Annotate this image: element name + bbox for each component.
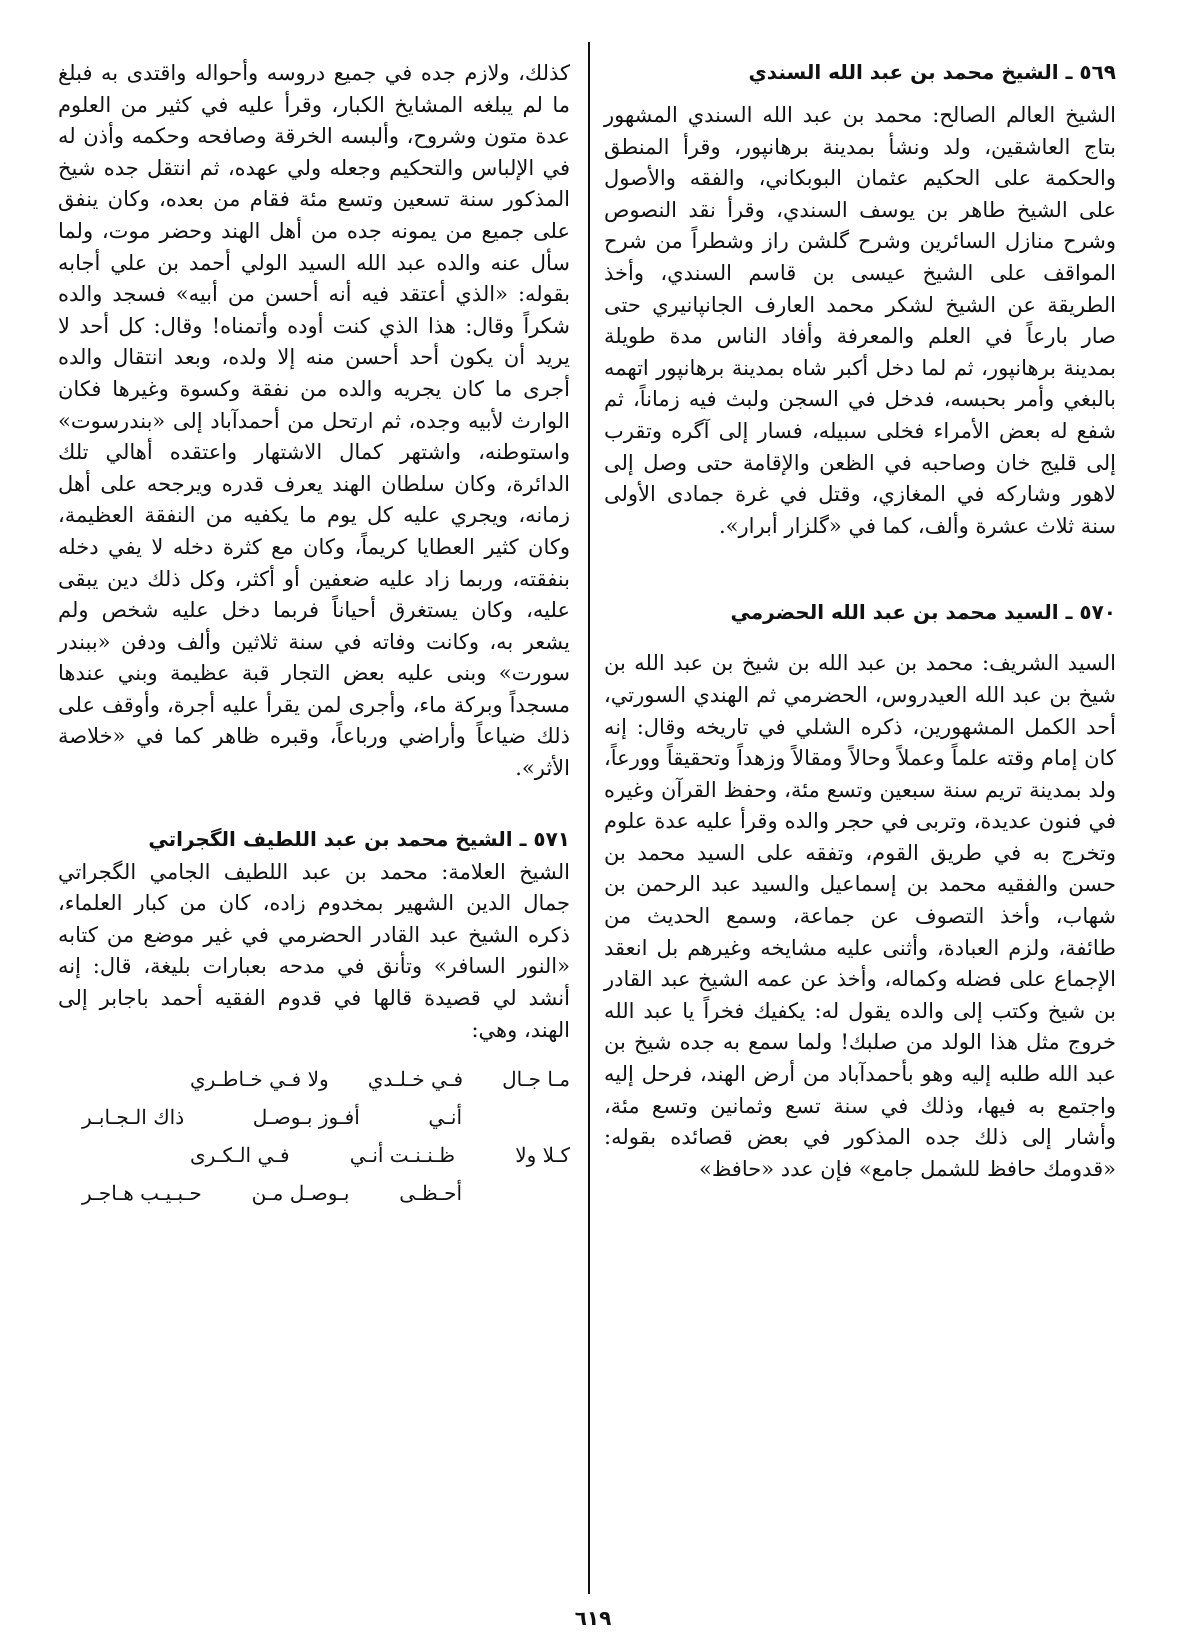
right-column: [604, 58, 1116, 1185]
verse-word: ولا فـي خـاطـري: [190, 1067, 329, 1092]
entry-571-text: الشيخ العلامة: محمد بن عبد اللطيف الجامي الگجراتي جمال الدين الشهير بمخدوم زاده، كان من كبار العلماء، ذكره الشيخ عبد القادر الحضرمي في غير موضع من كتابه «النور السافر» وتأنق في مدحه بعبارات بليغة، قال: إنه أنشد لي قصيدة قالها في قدوم الفقيه أحمد باجابر إلى الهند، وهي:: [58, 859, 570, 1042]
verse-word: ذاك الـجـابـر: [82, 1105, 185, 1130]
verse-word: أنـي: [428, 1105, 462, 1130]
verse-word: حـبـيـب هـاجـر: [82, 1181, 202, 1206]
verse-word: فـي الـكـرى: [190, 1143, 290, 1168]
verse-word: أحـظـى: [399, 1181, 462, 1206]
entry-570-heading: ٥٧٠ ـ السيد محمد بن عبد الله الحضرمي: [730, 600, 1116, 625]
verse-word: بـوصـل مـن: [251, 1181, 350, 1206]
entry-569-text: الشيخ العالم الصالح: محمد بن عبد الله السندي المشهور بتاج العاشقين، ولد ونشأ بمدينة برهانپور، وقرأ المنطق والحكمة على الحكيم عثمان البوبكاني، والفقه والأصول على الشيخ طاهر بن يوسف السندي، وقرأ نقد النصوص وشرح منازل السائرين وشرح گلشن راز وشطراً من شرح المواقف على الشيخ عيسى بن قاسم السندي، وأخذ الطريقة عن الشيخ لشكر محمد العارف الجانپانيري حتى صار بارعاً في العلم والمعرفة وأفاد الناس مدة طويلة بمدينة برهانپور، ثم لما دخل أكبر شاه بمدينة برهانپور اتهمه بالبغي وأمر بحبسه، فدخل في السجن ولبث فيه زماناً، ثم شفع له بعض الأمراء فخلى سبيله، فسار إلى آگره وتقرب إلى قليج خان وصاحبه في الظعن والإقامة حتى وصل إلى لاهور وشاركه في المغازي، وقتل في غرة جمادى الأولى سنة ثلاث عشرة وألف، كما في «گلزار أبرار».: [604, 103, 1116, 538]
verse-word: كـلا ولا: [515, 1143, 570, 1168]
entry-570-continued-text: كذلك، ولازم جده في جميع دروسه وأحواله واقتدى به فبلغ ما لم يبلغه المشايخ الكبار، وقرأ عليه في كثير من العلوم عدة متون وشروح، وألبسه الخرقة وصافحه وحكمه وأذن له في الإلباس والتحكيم وجعله ولي عهده، ثم انتقل جده شيخ المذكور سنة تسعين وتسع مئة فقام من بعده، وكان ينفق على جميع من يمونه جده من أهل الهند وحضر موت، ولما سأل عنه والده عبد الله السيد الولي أحمد بن علي أجابه بقوله: «الذي أعتقد فيه أنه أحسن من أبيه» فسجد والده شكراً وقال: هذا الذي كنت أوده وأتمناه! وقال: كل أحد لا يريد أن يكون أحد أحسن منه إلا ولده، وبعد انتقال والده أجرى ما كان يجريه والده من نفقة وكسوة وغيرها فكان الوارث لأبيه وجده، ثم ارتحل من أحمدآباد إلى «بندرسوت» واستوطنه، واشتهر كمال الاشتهار واعتقده أهالي تلك الدائرة، وكان سلطان الهند يعرف قدره ويرجحه على أهل زمانه، ويجري عليه كل يوم ما يكفيه من النفقة العظيمة، وكان كثير العطايا كريماً، وكان مع كثرة دخله لا يفي دخله بنفقته، وربما زاد عليه ضعفين أو أكثر، وكل ذلك دين يبقى عليه، وكان يستغرق أحياناً فربما دخل عليه شخص ولم يشعر به، وكانت وفاته في سنة ثلاثين وألف ودفن «ببندر سورت» وبنى عليه بعض التجار قبة عظيمة وبني عندها مسجداً وبركة ماء، وأجرى لمن يقرأ عليه أجرة، وأوقف على ذلك ضياعاً وأراضي ورباعاً، وقبره ظاهر كما في «خلاصة الأثر».: [58, 61, 570, 781]
column-divider: [588, 42, 590, 1594]
entry-569-heading: ٥٦٩ ـ الشيخ محمد بن عبد الله السندي: [748, 60, 1116, 84]
page-number: ٦١٩: [574, 1606, 612, 1630]
verse-line: [82, 1174, 462, 1212]
verse-word: مـا جـال: [502, 1067, 570, 1092]
verse-word: أفـوز بـوصـل: [252, 1105, 360, 1130]
verse-line: [82, 1098, 462, 1136]
left-column: [58, 58, 570, 1212]
verse-word: فـي خـلـدي: [367, 1067, 464, 1092]
entry-570-text: السيد الشريف: محمد بن عبد الله بن شيخ بن عبد الله بن شيخ بن عبد الله العيدروس، الحضرمي ثم الهندي السورتي، أحد الكمل المشهورين، ذكره الشلي في تاريخه وقال: إنه كان إمام وقته علماً وعملاً وحالاً ومقالاً وزهداً وتحقيقاً وورعاً، ولد بمدينة تريم سنة سبعين وتسع مئة، وحفظ القرآن وغيره في فنون عديدة، وتربى في حجر والده وقرأ عليه عدة علوم وتخرج به في طريق القوم، وتفقه على السيد محمد بن حسن والفقيه محمد بن إسماعيل والسيد عبد الرحمن بن شهاب، وأخذ التصوف عن جماعة، وسمع الحديث من طائفة، ولزم العبادة، وأثنى عليه مشايخه وغيرهم بل انعقد الإجماع على فضله وكماله، وأخذ عن عمه الشيخ عبد القادر بن شيخ وكتب إلى والده يقول له: يكفيك فخراً يا عبد الله خروج مثل هذا الولد من صلبك! ولما سمع به جده شيخ بن عبد الله طلبه إليه وهو بأحمدآباد من أرض الهند، فرحل إليه واجتمع به فيها، وذلك في سنة تسع وثمانين وتسع مئة، وأشار إلى ذلك جده المذكور في بعض قصائده بقوله: «قدومك حافظ للشمل جامع» فإن عدد «حافظ»: [604, 651, 1116, 1181]
verse-line: [190, 1136, 570, 1174]
entry-571-heading: ٥٧١ ـ الشيخ محمد بن عبد اللطيف الگجراتي: [148, 826, 570, 851]
verse-word: ظـنـنـت أنـي: [349, 1143, 456, 1168]
poem-verses: [58, 1060, 570, 1212]
verse-line: [190, 1060, 570, 1098]
